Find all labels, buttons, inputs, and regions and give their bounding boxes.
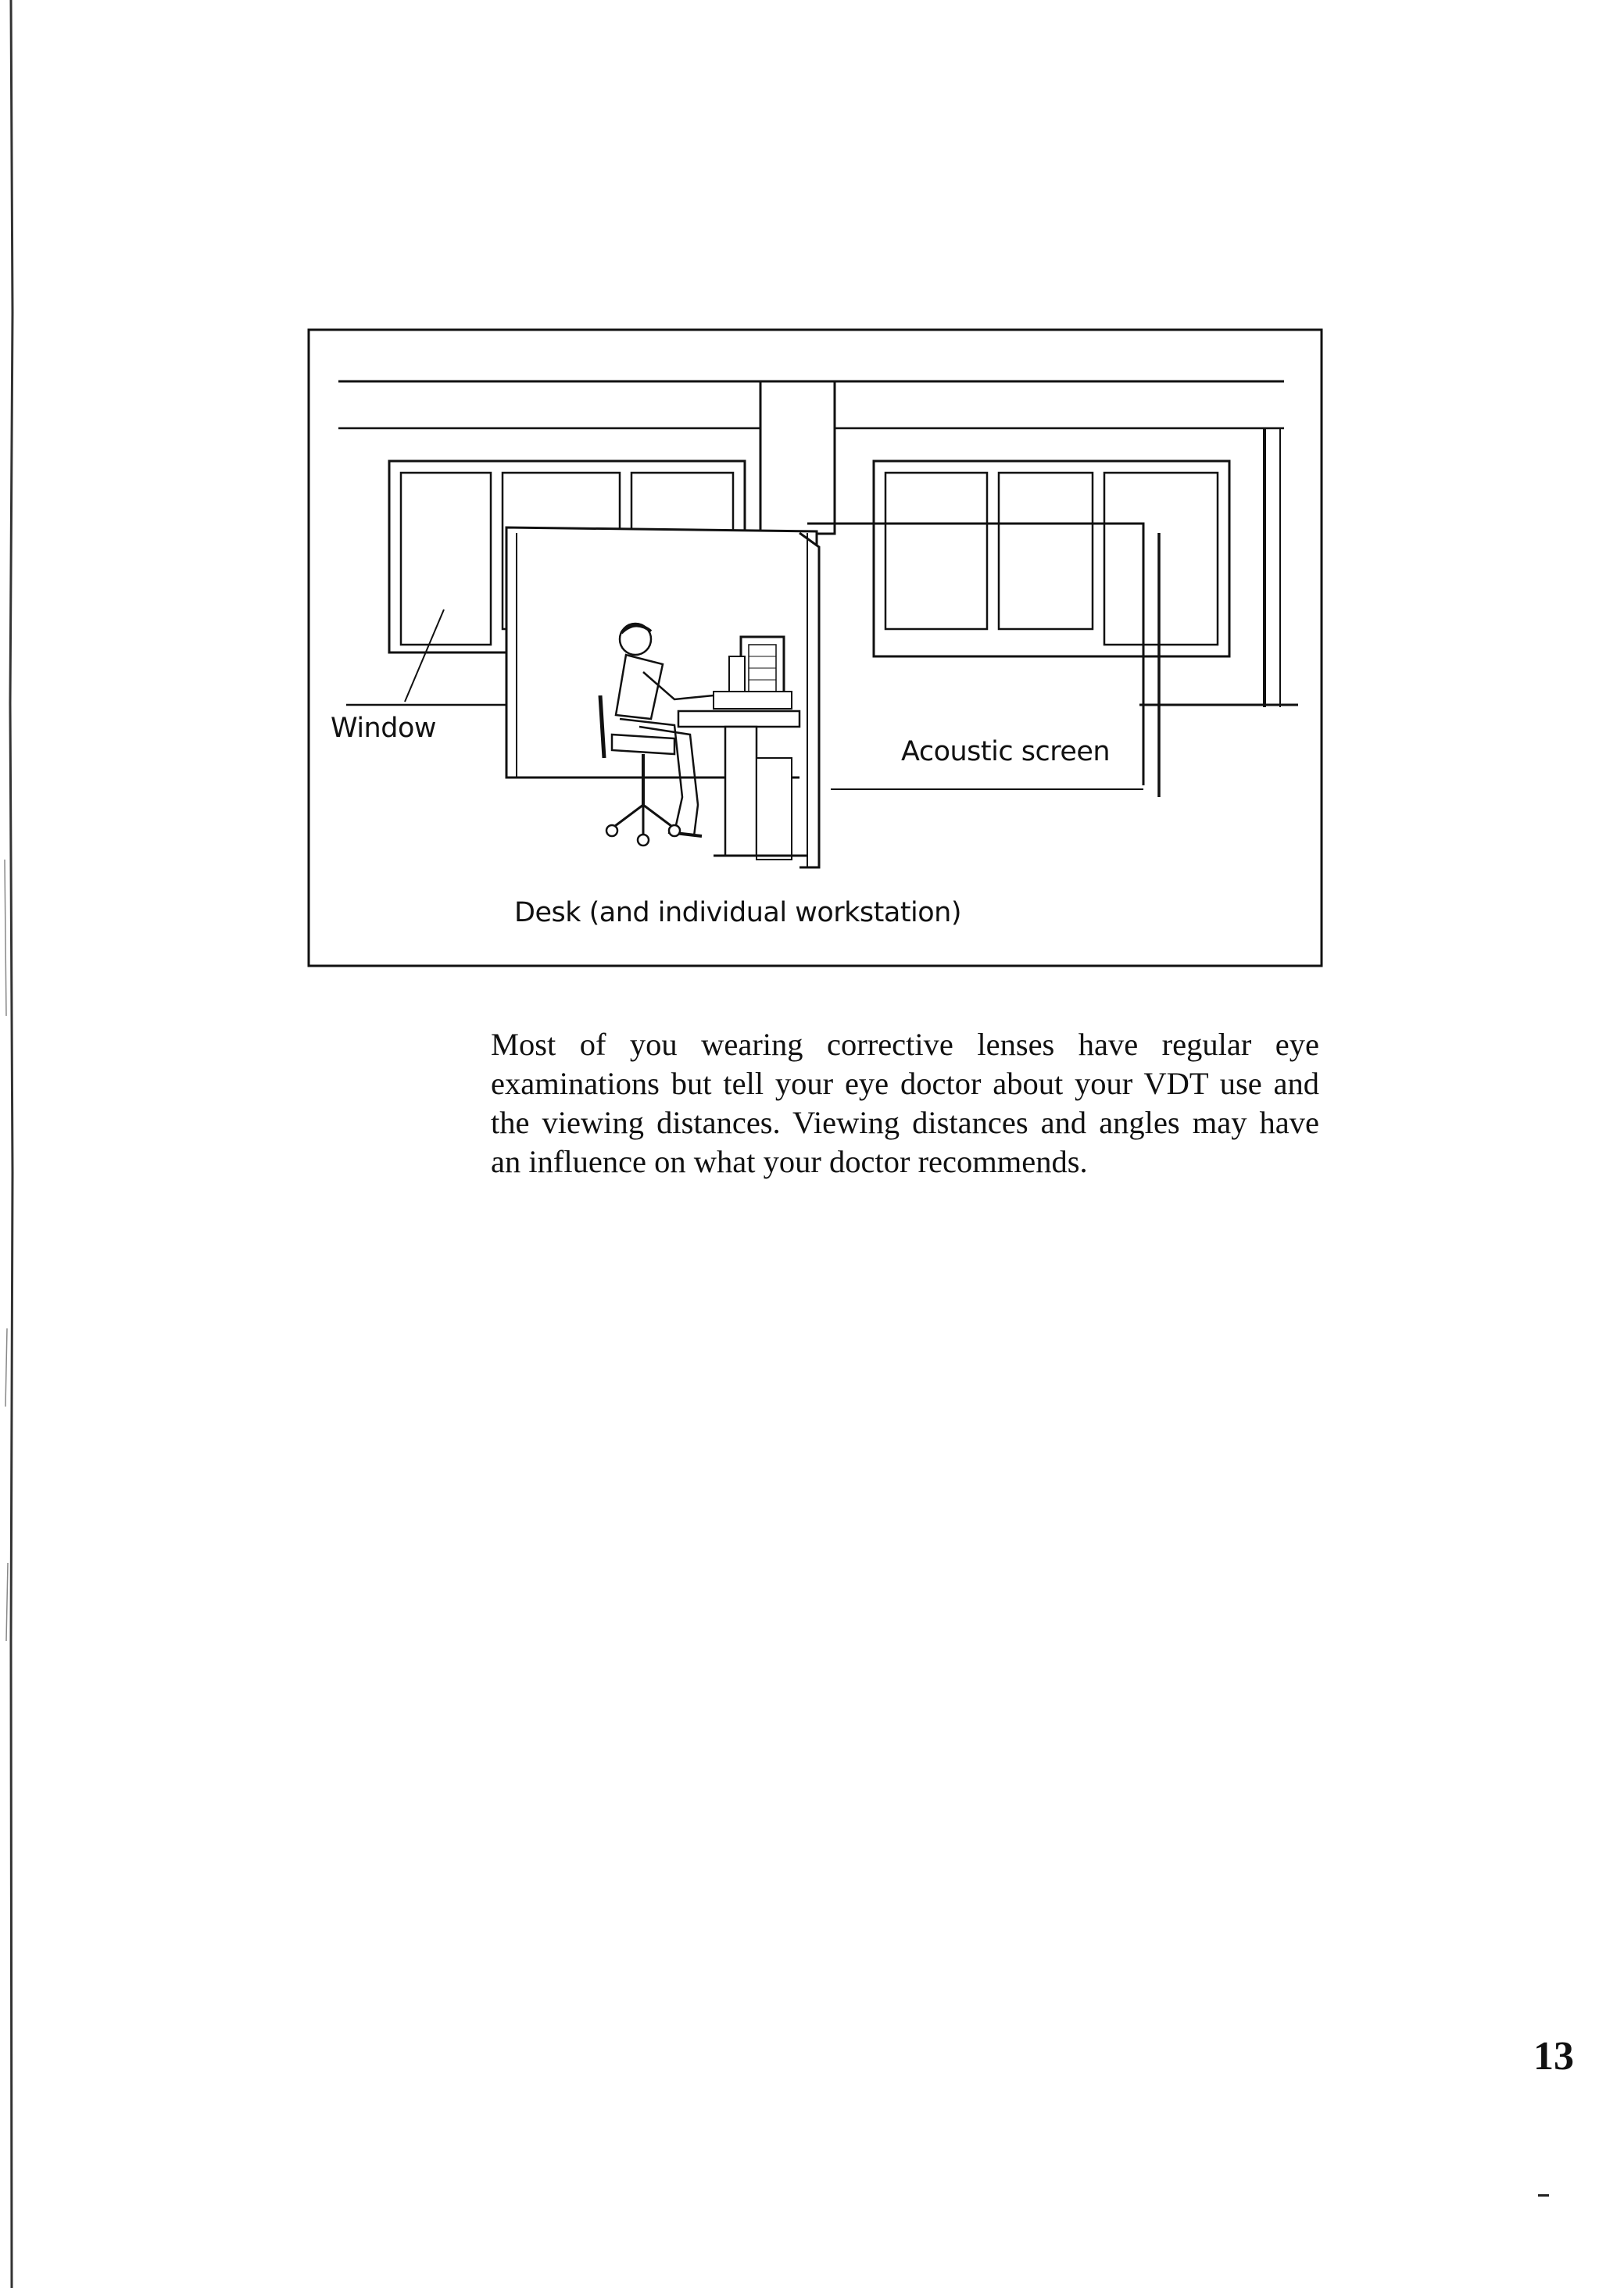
window-label: Window [331, 713, 437, 744]
page-binding-edge [0, 0, 23, 2288]
cubicle-illustration [307, 328, 1323, 967]
acoustic-screen-label: Acoustic screen [901, 736, 1111, 767]
desk-label: Desk (and individual workstation) [514, 897, 962, 928]
page-number: 13 [1533, 2034, 1574, 2079]
office-cubicle-figure [307, 328, 1323, 967]
paragraph-text: Most of you wearing corrective lenses have regular eye examinations but tell your eye doctor about your VDT use and the viewing distances. Viewing distances and angles may have an influence on what your doctor recommends. [491, 1027, 1319, 1179]
stray-mark [1538, 2194, 1549, 2197]
body-paragraph [491, 1025, 1319, 1182]
